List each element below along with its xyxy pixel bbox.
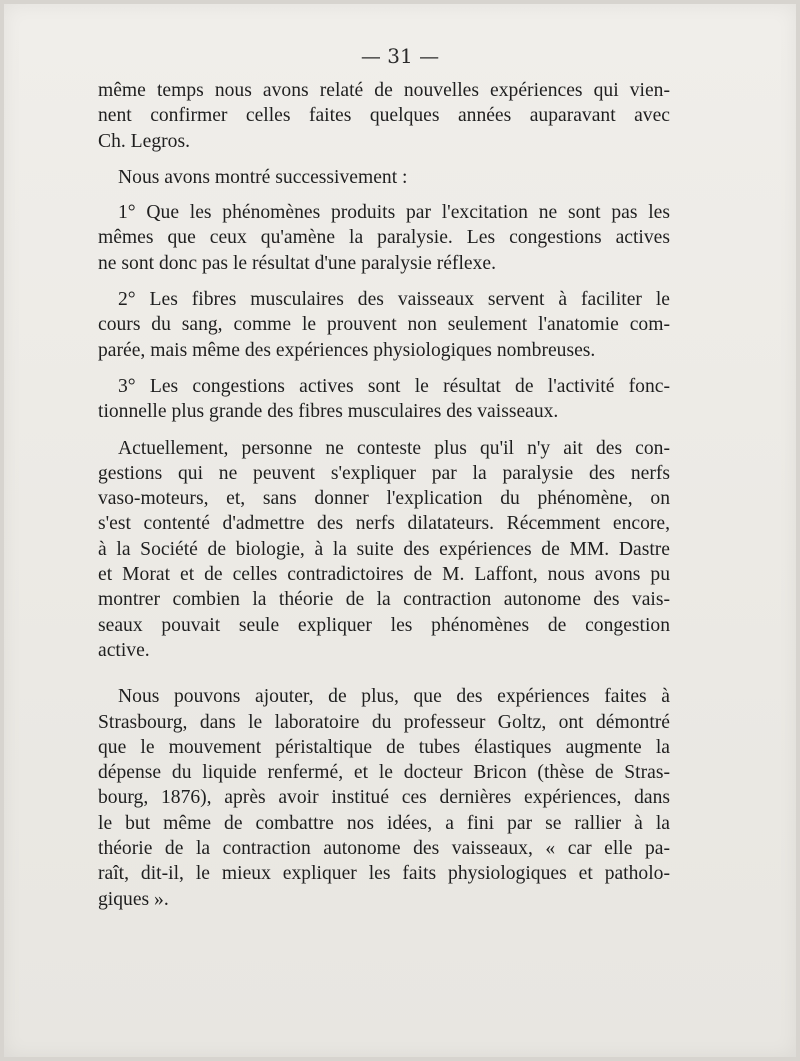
text-line: nent confirmer celles faites quelques années auparavant avec (98, 105, 670, 127)
text-line: Ch. Legros. (98, 130, 190, 152)
text-line: parée, mais même des expériences physiologiques nombreuses. (98, 339, 596, 361)
text-line: raît, dit-il, le mieux expliquer les faits physiologiques et patholo- (98, 863, 670, 885)
text-line: s'est contenté d'admettre des nerfs dilatateurs. Récemment encore, (98, 513, 670, 535)
text-line: bourg, 1876), après avoir institué ces dernières expériences, dans (98, 787, 670, 809)
paragraph (98, 374, 670, 425)
text-line: Actuellement, personne ne conteste plus qu'il n'y ait des con- (118, 437, 670, 459)
paragraph (98, 78, 670, 154)
paragraph (98, 200, 670, 276)
text-line: montrer combien la théorie de la contraction autonome des vais- (98, 589, 670, 611)
text-line: giques ». (98, 888, 169, 910)
body-text (98, 78, 670, 912)
text-line: active. (98, 639, 150, 661)
text-line: Nous pouvons ajouter, de plus, que des expériences faites à (118, 686, 670, 708)
text-line: le but même de combattre nos idées, a fini par se rallier à la (98, 812, 670, 834)
text-line: tionnelle plus grande des fibres musculaires des vaisseaux. (98, 401, 559, 423)
text-line: vaso-moteurs, et, sans donner l'explication du phénomène, on (98, 488, 670, 510)
text-line: et Morat et de celles contradictoires de M. Laffont, nous avons pu (98, 564, 670, 586)
paragraph (98, 287, 670, 363)
page-number: — 31 — (360, 44, 440, 68)
paragraph (98, 436, 670, 664)
text-line: seaux pouvait seule expliquer les phénomènes de congestion (98, 614, 670, 636)
text-line: mêmes que ceux qu'amène la paralysie. Les congestions actives (98, 227, 670, 249)
paragraph (98, 165, 670, 190)
paragraph (98, 684, 670, 912)
text-line: Strasbourg, dans le laboratoire du professeur Goltz, ont démontré (98, 711, 670, 733)
text-line: gestions qui ne peuvent s'expliquer par la paralysie des nerfs (98, 462, 670, 484)
text-line: 2° Les fibres musculaires des vaisseaux servent à faciliter le (118, 289, 670, 311)
text-line: 1° Que les phénomènes produits par l'excitation ne sont pas les (118, 202, 670, 224)
text-line: théorie de la contraction autonome des vaisseaux, « car elle pa- (98, 838, 670, 860)
text-line: dépense du liquide renfermé, et le docteur Bricon (thèse de Stras- (98, 762, 670, 784)
text-line: à la Société de biologie, à la suite des expériences de MM. Dastre (98, 538, 670, 560)
text-line: même temps nous avons relaté de nouvelles expériences qui vien- (98, 80, 670, 101)
text-line: ne sont donc pas le résultat d'une paralysie réflexe. (98, 252, 496, 274)
text-line: cours du sang, comme le prouvent non seulement l'anatomie com- (98, 314, 670, 336)
text-line: que le mouvement péristaltique de tubes élastiques augmente la (98, 736, 670, 758)
text-line: 3° Les congestions actives sont le résultat de l'activité fonc- (118, 375, 670, 397)
text-line: Nous avons montré successivement : (118, 166, 408, 188)
